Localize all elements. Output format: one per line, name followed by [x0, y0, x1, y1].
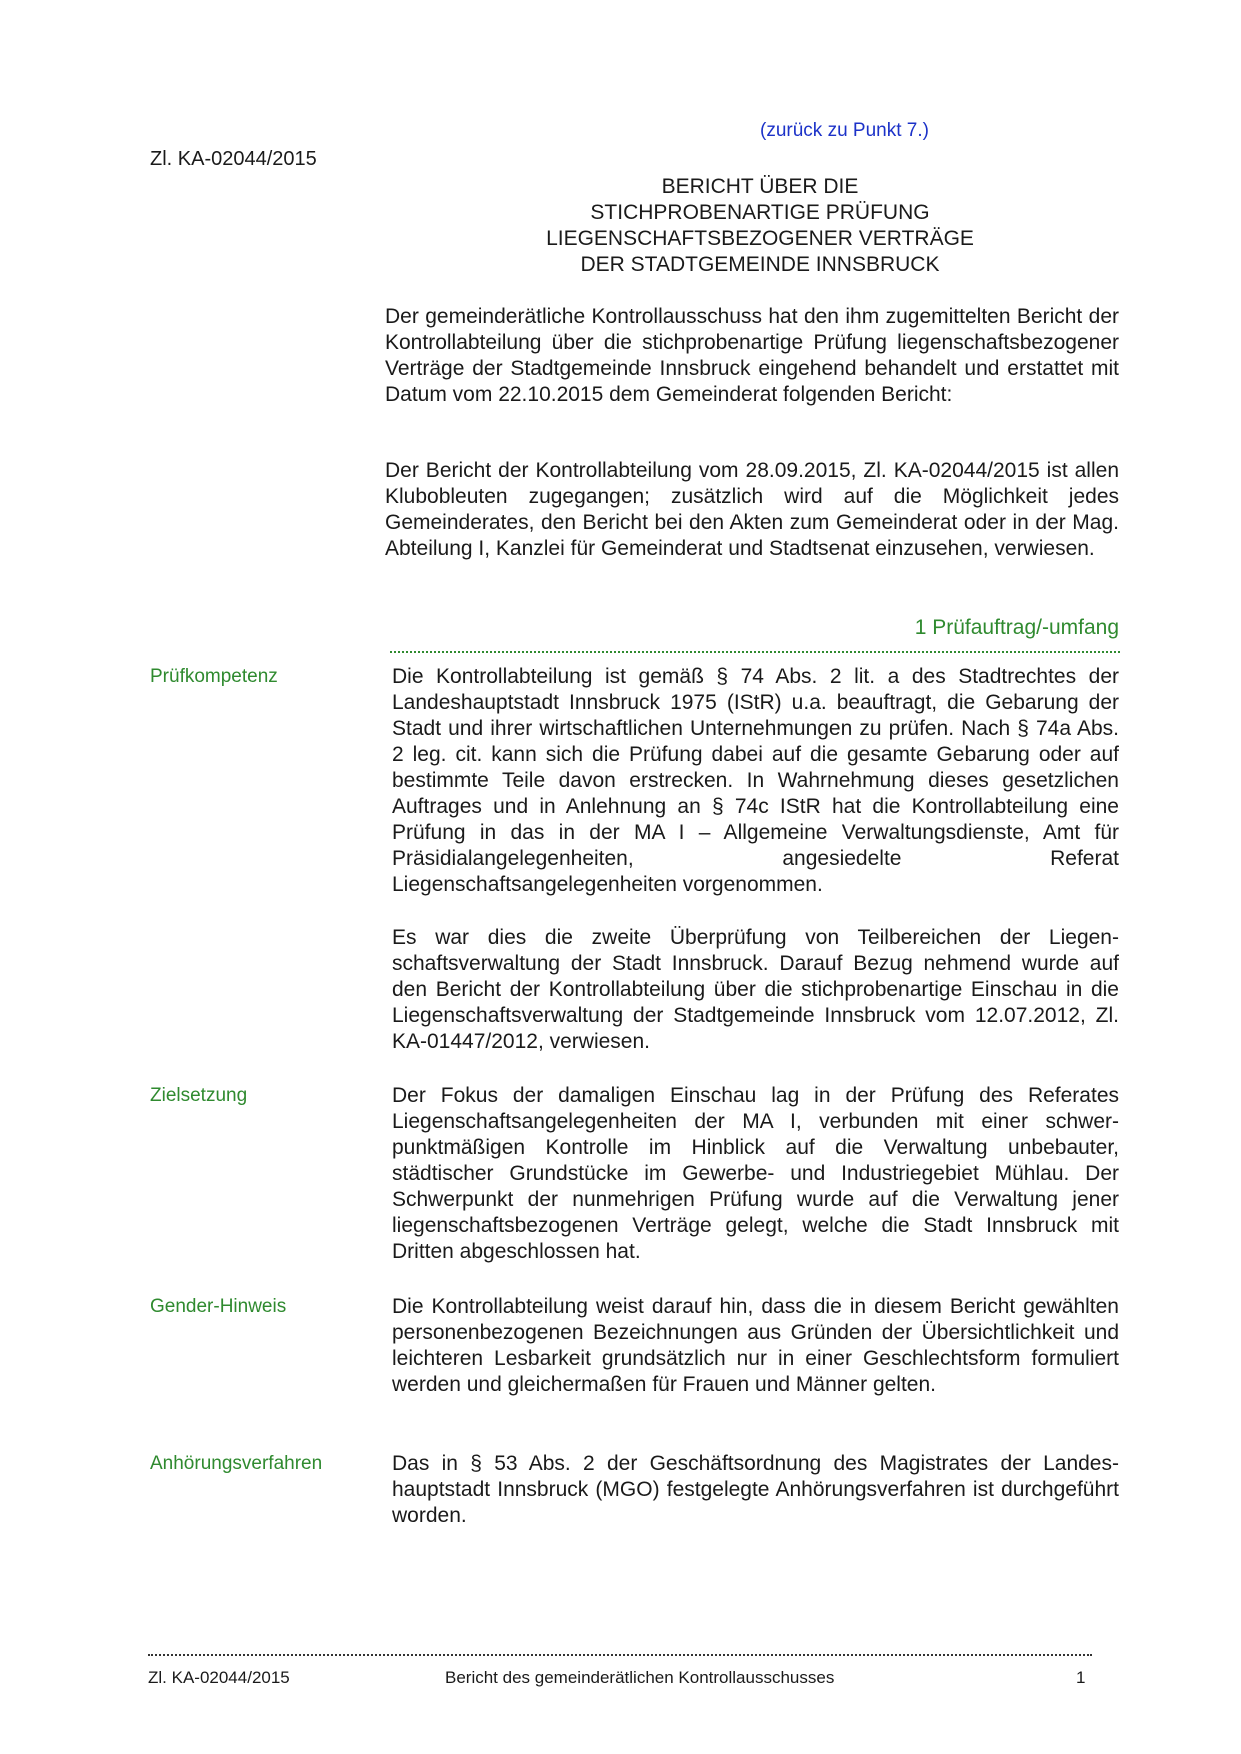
report-title [500, 174, 1020, 278]
margin-label-gender: Gender-Hinweis [150, 1296, 287, 1317]
title-line: LIEGENSCHAFTSBEZOGENER VERTRÄGE [546, 227, 974, 250]
paragraph-zweite-pruefung: Es war dies die zweite Überprüfung von Teilbereichen der Liegenschaftsverwaltung der Stadt Innsbruck. Darauf Bezug nehmend wurde auf den Bericht der Kontrollabteilung über die stichprobenartige Einschau in die Liegenschaftsverwaltung der Stadtgemeinde Innsbruck vom 12.07.2012, Zl. KA-01447/2012, verwiesen. [392, 926, 1119, 1053]
intro-paragraph-2: Der Bericht der Kontrollabteilung vom 28.09.2015, Zl. KA-02044/2015 ist allen Klubobleuten zugegangen; zusätzlich wird auf die Möglichkeit jedes Gemeinderates, den Bericht bei den Akten zum Gemeinderat oder in der Mag. Abteilung I, Kanzlei für Gemeinderat und Stadtsenat einzusehen, verwiesen. [385, 459, 1119, 560]
footer-title: Bericht des gemeinderätlichen Kontrollausschusses [445, 1668, 835, 1687]
margin-label-zielsetzung: Zielsetzung [150, 1085, 248, 1106]
paragraph-anhoerungsverfahren: Das in § 53 Abs. 2 der Geschäftsordnung des Magistrates der Landeshauptstadt Innsbruck (MGO) festgelegte Anhörungsverfahren ist durchgeführt worden. [392, 1452, 1119, 1527]
footer-divider [148, 1654, 1092, 1656]
intro-paragraph-1: Der gemeinderätliche Kontrollausschuss hat den ihm zugemittelten Bericht der Kontrollabteilung über die stichprobenartige Prüfung liegenschaftsbezogener Verträge der Stadtgemeinde Innsbruck eingehend behandelt und erstattet mit Datum vom 22.10.2015 dem Gemeinderat folgenden Bericht: [385, 305, 1119, 406]
title-line: DER STADTGEMEINDE INNSBRUCK [580, 253, 940, 276]
paragraph-pruefkompetenz: Die Kontrollabteilung ist gemäß § 74 Abs. 2 lit. a des Stadtrechtes der Landeshauptstadt Innsbruck 1975 (IStR) u.a. beauftragt, die Gebarung der Stadt und ihrer wirtschaftlichen Unternehmungen zu prüfen. Nach § 74a Abs. 2 leg. cit. kann sich die Prüfung dabei auf die gesamte Gebarung oder auf bestimmte Teile davon erstrecken. In Wahrnehmung dieses gesetzlichen Auftrages und in Anlehnung an § 74c IStR hat die Kontrollabteilung eine Prüfung in das in der MA I – Allgemeine Verwaltungsdienste, Amt für Präsidialangelegenheiten, angesiedelte Referat Liegenschaftsangelegenheiten vorgenommen. [392, 665, 1119, 896]
paragraph-gender-hinweis: Die Kontrollabteilung weist darauf hin, dass die in diesem Bericht gewählten personenbezogenen Bezeichnungen aus Gründen der Übersichtlichkeit und leichteren Lesbarkeit grundsätzlich nur in einer Geschlechtsform formuliert werden und gleichermaßen für Frauen und Männer gelten. [392, 1295, 1119, 1396]
margin-label-pruefkompetenz: Prüfkompetenz [150, 666, 278, 687]
back-to-point-7-link[interactable]: (zurück zu Punkt 7.) [760, 120, 929, 141]
paragraph-zielsetzung: Der Fokus der damaligen Einschau lag in der Prüfung des Referates Liegenschaftsangelegenheiten der MA I, verbunden mit einer schwerpunktmäßigen Kontrolle im Hinblick auf die Verwaltung unbebauter, städtischer Grundstücke im Gewerbe- und Industriegebiet Mühlau. Der Schwerpunkt der nunmehrigen Prüfung wurde auf die Verwaltung jener liegenschaftsbezogenen Verträge gelegt, welche die Stadt Innsbruck mit Dritten abgeschlossen hat. [392, 1084, 1119, 1263]
document-reference: Zl. KA-02044/2015 [150, 148, 317, 170]
title-line: STICHPROBENARTIGE PRÜFUNG [590, 201, 930, 224]
section-divider [390, 651, 1120, 653]
margin-label-anhoerung: Anhörungsverfahren [150, 1453, 323, 1474]
title-line: BERICHT ÜBER DIE [661, 175, 859, 198]
page-number: 1 [1076, 1668, 1086, 1687]
footer-reference: Zl. KA-02044/2015 [148, 1668, 290, 1687]
section-heading: 1 Prüfauftrag/-umfang [914, 616, 1119, 639]
